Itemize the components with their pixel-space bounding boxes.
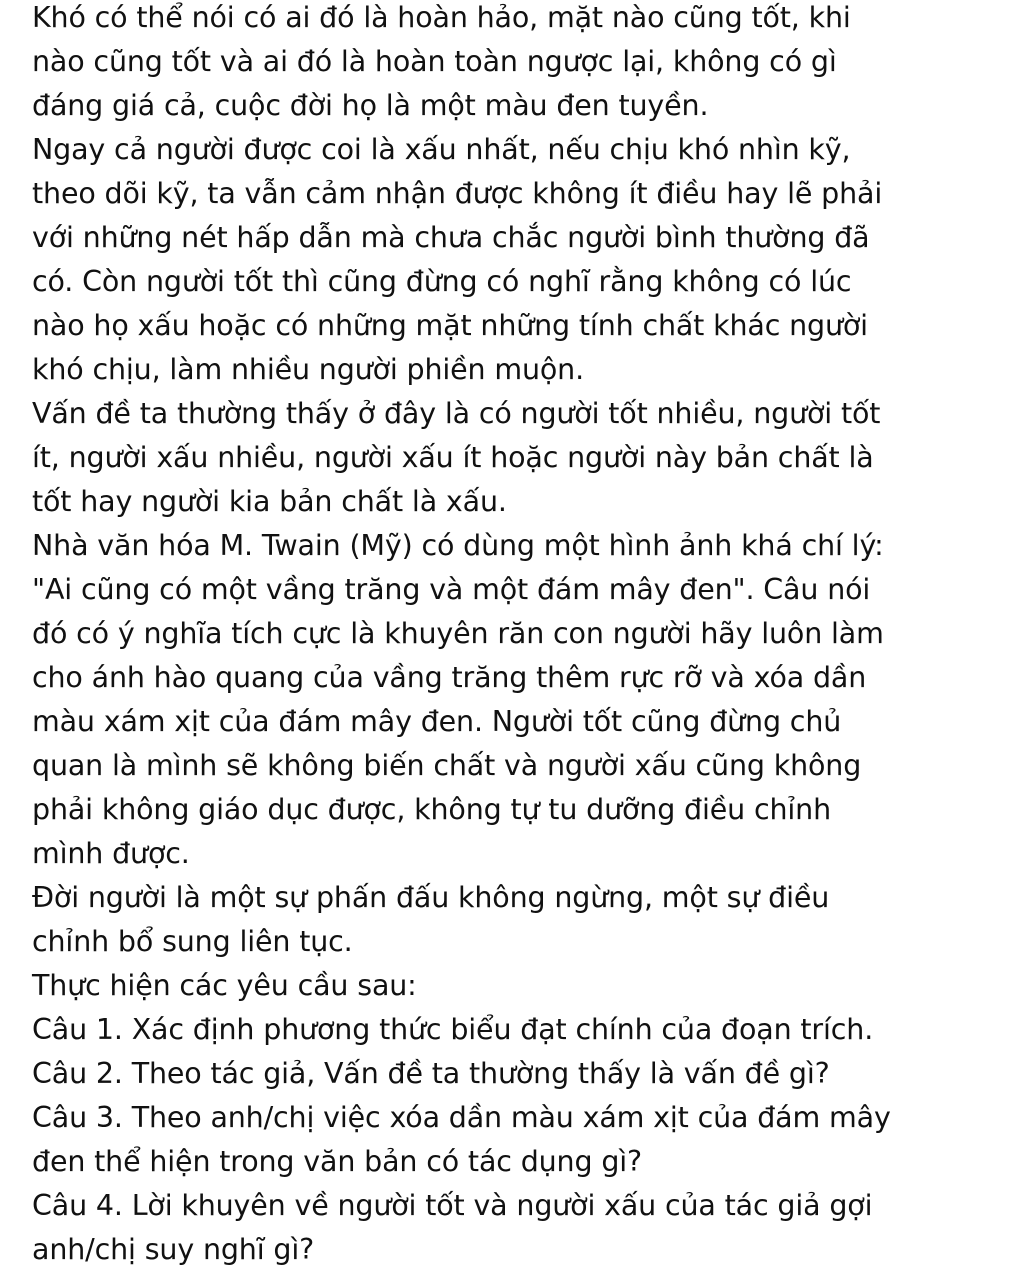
- text-line-10: Vấn đề ta thường thấy ở đây là có người tốt nhiều, người tốt: [32, 397, 881, 430]
- text-line-19: phải không giáo dục được, không tự tu dưỡng điều chỉnh: [32, 793, 832, 826]
- text-line-22: chỉnh bổ sung liên tục.: [32, 925, 353, 958]
- text-line-3: đáng giá cả, cuộc đời họ là một màu đen tuyền.: [32, 89, 709, 122]
- text-line-13: Nhà văn hóa M. Twain (Mỹ) có dùng một hình ảnh khá chí lý:: [32, 529, 884, 562]
- text-line-25: Câu 2. Theo tác giả, Vấn đề ta thường thấy là vấn đề gì?: [32, 1057, 830, 1090]
- text-line-16: cho ánh hào quang của vầng trăng thêm rực rỡ và xóa dần: [32, 661, 867, 694]
- text-line-20: mình được.: [32, 837, 190, 870]
- text-line-27: đen thể hiện trong văn bản có tác dụng gì?: [32, 1145, 642, 1178]
- text-line-17: màu xám xịt của đám mây đen. Người tốt cũng đừng chủ: [32, 705, 842, 738]
- text-line-9: khó chịu, làm nhiều người phiền muộn.: [32, 353, 584, 386]
- text-line-14: "Ai cũng có một vầng trăng và một đám mây đen". Câu nói: [32, 573, 871, 606]
- text-line-28: Câu 4. Lời khuyên về người tốt và người xấu của tác giả gợi: [32, 1189, 873, 1222]
- text-line-5: theo dõi kỹ, ta vẫn cảm nhận được không ít điều hay lẽ phải: [32, 177, 883, 210]
- text-line-24: Câu 1. Xác định phương thức biểu đạt chính của đoạn trích.: [32, 1013, 874, 1046]
- text-line-26: Câu 3. Theo anh/chị việc xóa dần màu xám xịt của đám mây: [32, 1101, 891, 1134]
- text-line-12: tốt hay người kia bản chất là xấu.: [32, 485, 507, 518]
- text-line-2: nào cũng tốt và ai đó là hoàn toàn ngược lại, không có gì: [32, 45, 837, 78]
- text-line-4: Ngay cả người được coi là xấu nhất, nếu chịu khó nhìn kỹ,: [32, 133, 851, 166]
- text-line-1: Khó có thể nói có ai đó là hoàn hảo, mặt nào cũng tốt, khi: [32, 1, 851, 34]
- text-line-18: quan là mình sẽ không biến chất và người xấu cũng không: [32, 749, 862, 782]
- text-line-8: nào họ xấu hoặc có những mặt những tính chất khác người: [32, 309, 868, 342]
- text-line-7: có. Còn người tốt thì cũng đừng có nghĩ rằng không có lúc: [32, 265, 852, 298]
- text-line-23: Thực hiện các yêu cầu sau:: [32, 969, 417, 1002]
- text-line-6: với những nét hấp dẫn mà chưa chắc người bình thường đã: [32, 221, 870, 254]
- text-line-15: đó có ý nghĩa tích cực là khuyên răn con người hãy luôn làm: [32, 617, 884, 650]
- text-line-21: Đời người là một sự phấn đấu không ngừng, một sự điều: [32, 881, 830, 914]
- text-line-11: ít, người xấu nhiều, người xấu ít hoặc người này bản chất là: [32, 441, 874, 474]
- text-line-29: anh/chị suy nghĩ gì?: [32, 1233, 315, 1266]
